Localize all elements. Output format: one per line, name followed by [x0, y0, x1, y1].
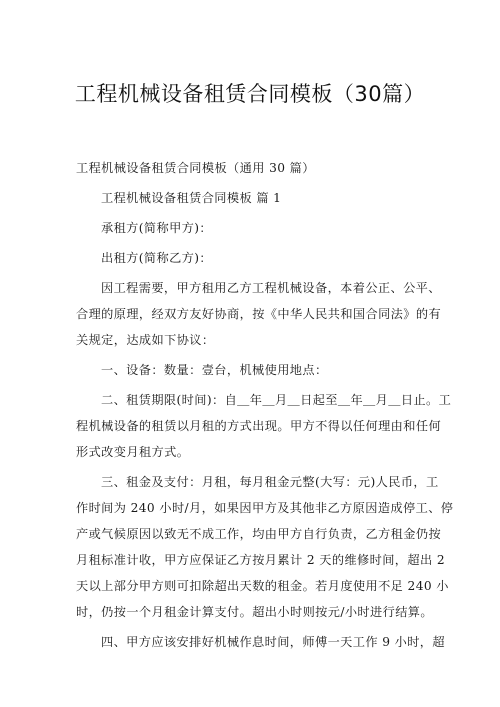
document-line: 因工程需要，甲方租用乙方工程机械设备，本着公正、公平、 [101, 281, 441, 295]
document-line: 四、甲方应该安排好机械作息时间，师傅一天工作 9 小时，超 [101, 635, 445, 649]
document-title: 工程机械设备租赁合同模板（30篇） [74, 82, 426, 106]
document-line: 月租标准计收，甲方应保证乙方按月累计 2 天的维修时间，超出 2 [76, 553, 445, 567]
document-line: 关规定，达成如下协议： [76, 333, 215, 347]
document-line: 承租方(简称甲方)： [101, 221, 213, 235]
document-body [76, 155, 454, 655]
document-line: 作时间为 240 小时/月，如果因甲方及其他非乙方原因造成停工、停 [76, 501, 454, 515]
document-line: 形式改变月租方式。 [76, 445, 190, 459]
document-line: 一、设备：数量：壹台，机械使用地点： [101, 363, 328, 377]
document-line: 合理的原理，经双方友好协商，按《中华人民共和国合同法》的有 [76, 307, 442, 321]
document-line: 三、租金及支付：月租，每月租金元整(大写：元)人民币，工 [101, 475, 439, 489]
document-line: 二、租赁期限(时间)：自＿年＿月＿日起至＿年＿月＿日止。工 [101, 393, 452, 407]
document-line: 程机械设备的租赁以月租的方式出现。甲方不得以任何理由和任何 [76, 419, 442, 433]
document-line: 出租方(简称乙方)： [101, 251, 213, 265]
document-line: 工程机械设备租赁合同模板（通用 30 篇） [76, 161, 315, 175]
document-line: 时，仍按一个月租金计算支付。超出小时则按元/小时进行结算。 [76, 605, 433, 619]
document-line: 产或气候原因以致无不成工作，均由甲方自行负责，乙方租金仍按 [76, 527, 442, 541]
document-line: 工程机械设备租赁合同模板 篇 1 [101, 191, 282, 205]
document-line: 天以上部分甲方则可扣除超出天数的租金。若月度使用不足 240 小 [76, 579, 449, 593]
